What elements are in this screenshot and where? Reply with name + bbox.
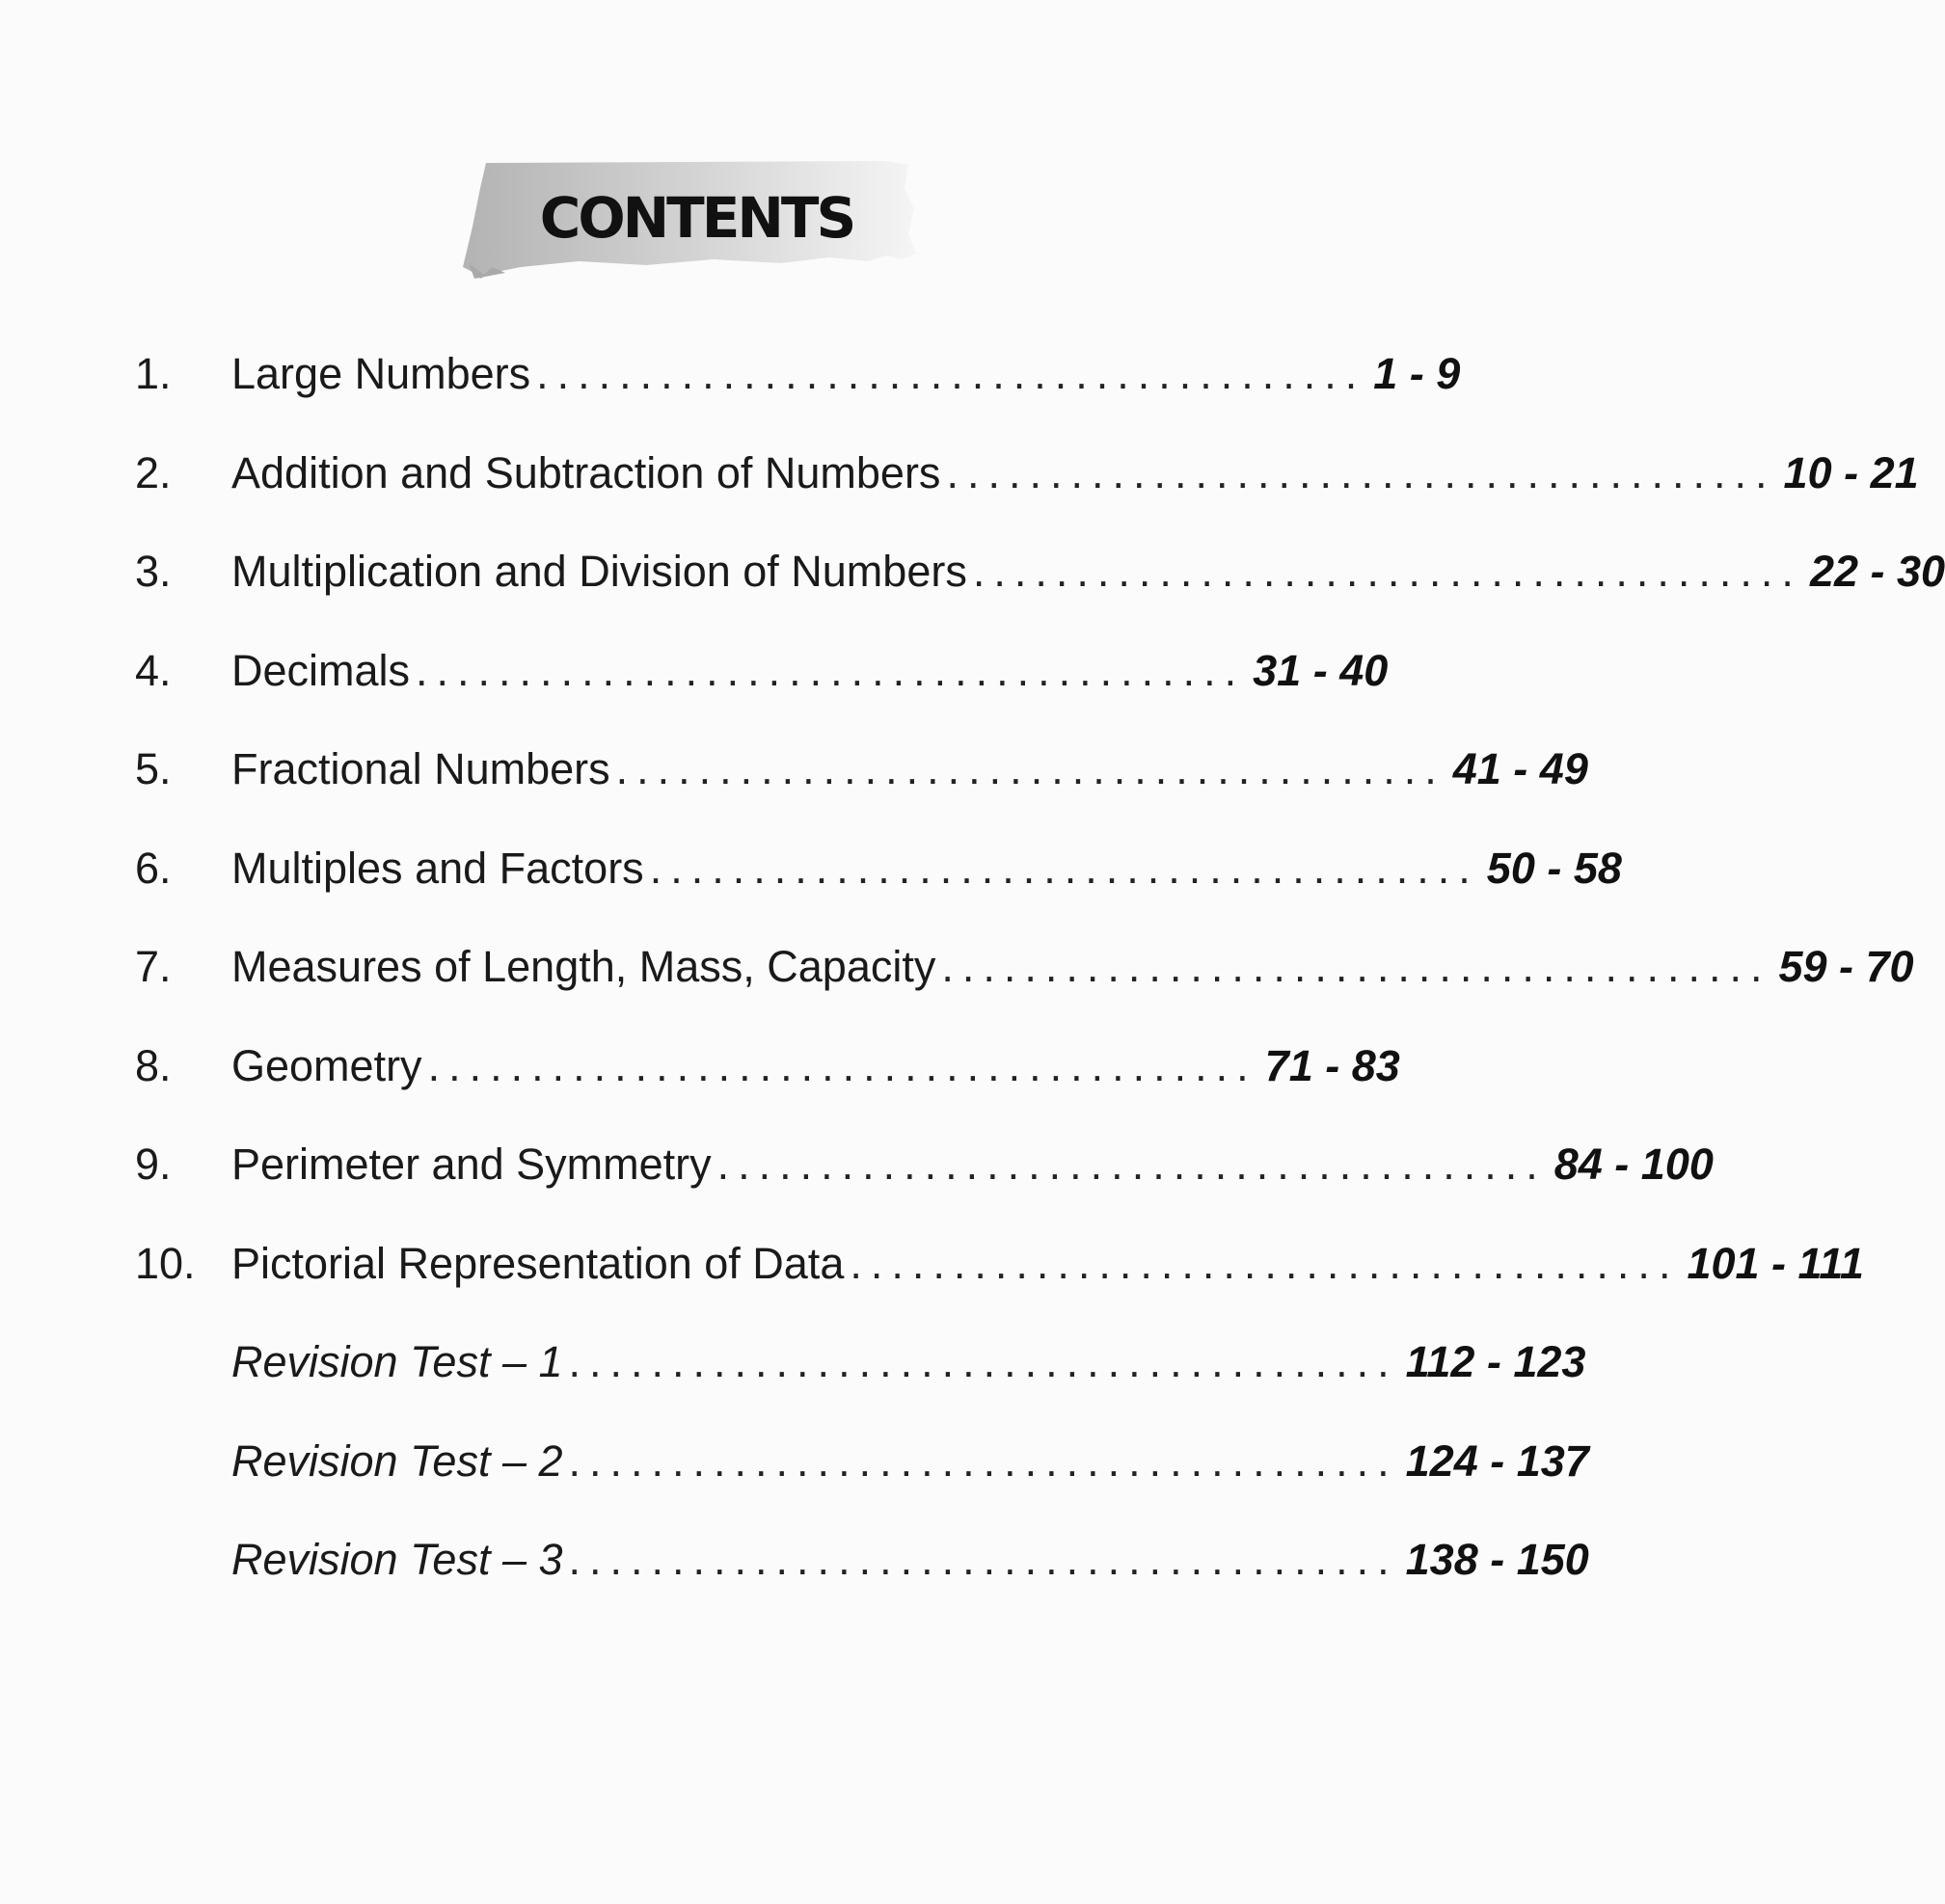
dot-leader: ........................................ [427,1040,1257,1090]
toc-entry-title: Revision Test – 3 [231,1535,563,1584]
dot-leader: ........................................ [850,1238,1680,1288]
dot-leader: ........................................ [972,547,1802,596]
toc-entry-title: Revision Test – 1 [231,1337,563,1386]
toc-entry [231,735,1588,804]
toc-entry [231,339,1460,409]
toc-row [135,636,1389,736]
toc-entry-number: 1. [135,349,172,398]
toc-entry [231,537,1945,606]
toc-entry-title: Multiples and Factors [231,843,644,893]
toc-entry [231,1130,1714,1199]
toc-entry-pages: 124 - 137 [1405,1435,1589,1486]
dot-leader: ........................................ [416,645,1246,695]
toc-row [135,1525,1589,1624]
toc-entry-number: 7. [135,942,172,991]
toc-entry [231,636,1388,706]
toc-entry-pages: 41 - 49 [1452,744,1588,793]
toc-entry-pages: 31 - 40 [1253,645,1389,695]
toc-entry-number: 6. [135,843,172,893]
toc-entry-pages: 112 - 123 [1405,1337,1586,1386]
toc-row [135,735,1588,834]
toc-entry-pages: 50 - 58 [1486,843,1622,893]
toc-row [135,1327,1586,1427]
toc-entry-number: 3. [135,547,172,596]
toc-entry-title: Large Numbers [231,349,531,398]
toc-entry-number: 4. [135,645,172,695]
toc-entry-number: 10. [135,1238,196,1288]
dot-leader: ........................................ [946,447,1776,497]
toc-entry-pages: 10 - 21 [1783,447,1919,497]
toc-row [135,932,1914,1032]
toc-entry-title: Pictorial Representation of Data [231,1238,845,1288]
dot-leader: ........................................ [941,942,1771,991]
toc-entry [231,834,1622,903]
toc-entry-pages: 59 - 70 [1778,942,1914,991]
toc-entry-pages: 101 - 111 [1687,1238,1864,1288]
toc-entry-title: Fractional Numbers [231,744,610,793]
toc-entry-title: Revision Test – 2 [231,1435,563,1486]
toc-entry [231,1525,1589,1595]
toc-entry-pages: 84 - 100 [1553,1140,1714,1189]
toc-row [135,537,1945,636]
dot-leader: ........................................ [716,1140,1547,1189]
toc-entry [231,1327,1585,1397]
toc-entry [231,1427,1589,1496]
dot-leader: ........................................ [615,744,1445,793]
toc-entry-title: Perimeter and Symmetry [231,1140,712,1189]
toc-row [135,1032,1400,1131]
toc-row [135,1229,1864,1328]
contents-heading-banner [463,159,931,280]
toc-row [135,1427,1589,1526]
toc-entry-pages: 22 - 30 [1809,547,1945,596]
toc-entry [231,1032,1400,1101]
table-of-contents [135,339,1945,1624]
toc-entry-title: Decimals [231,645,411,695]
toc-entry-number: 5. [135,744,172,793]
dot-leader: ........................................ [568,1535,1398,1584]
dot-leader: ........................................ [568,1337,1398,1386]
page-title: CONTENTS [539,185,854,251]
toc-entry-title: Measures of Length, Mass, Capacity [231,942,936,991]
toc-entry-number: 9. [135,1140,172,1189]
toc-row [135,339,1461,439]
toc-row [135,439,1919,538]
toc-entry-pages: 71 - 83 [1264,1040,1400,1090]
dot-leader: ........................................ [649,843,1479,893]
toc-row [135,834,1622,933]
toc-entry-title: Addition and Subtraction of Numbers [231,447,941,497]
toc-entry-number: 2. [135,447,172,497]
toc-entry-pages: 138 - 150 [1405,1535,1589,1584]
toc-entry-title: Geometry [231,1040,422,1090]
toc-entry [231,932,1914,1002]
toc-entry [231,439,1919,508]
dot-leader: ........................................ [568,1435,1398,1486]
toc-row [135,1130,1714,1229]
toc-entry-number: 8. [135,1040,172,1090]
toc-entry-pages: 1 - 9 [1373,349,1461,398]
toc-entry-title: Multiplication and Division of Numbers [231,547,967,596]
dot-leader: ........................................ [536,349,1366,398]
toc-entry [231,1229,1864,1299]
